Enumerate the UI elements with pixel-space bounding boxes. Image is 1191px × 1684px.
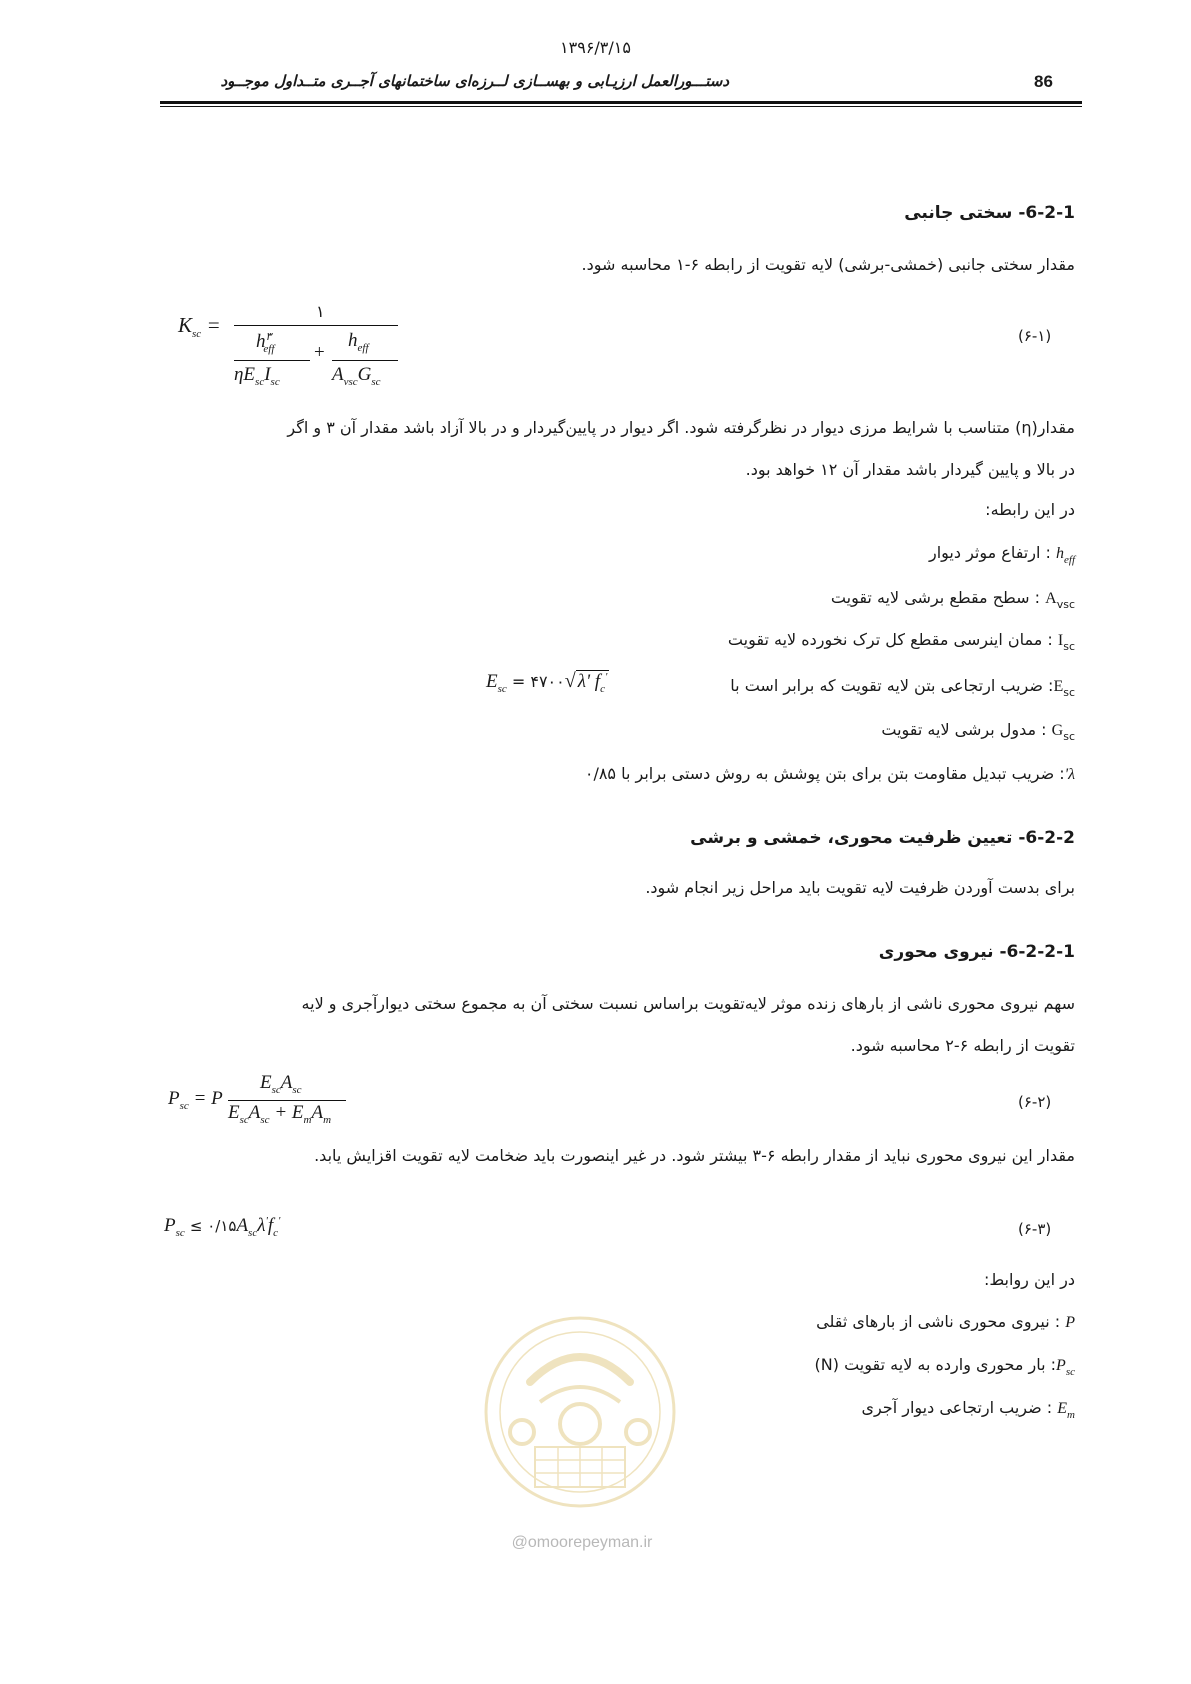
capacity-intro: برای بدست آوردن ظرفیت لایه تقویت باید مراحل زیر انجام شود.: [645, 878, 1075, 897]
eta-paragraph-line1: مقدار(η) متناسب با شرایط مرزی دیوار در نظرگرفته شود. اگر دیوار در پایین‌گیردار و در بالا آزاد باشد مقدار آن ۳ و اگر: [287, 418, 1075, 437]
header-rule-thick: [160, 101, 1082, 104]
heading-axial-force: 6-2-2-1- نیروی محوری: [878, 942, 1075, 962]
def-gsc: $G_{sc}$ : مدول برشی لایه تقویت: [881, 720, 1075, 743]
eq1-right-fraction-bar: [332, 360, 398, 361]
equation-6-2: [168, 1072, 368, 1132]
watermark-seal-logo: [480, 1312, 680, 1512]
def-avsc: $A_{vsc}$ : سطح مقطع برشی لایه تقویت: [830, 588, 1075, 611]
eq2-numerator: $E_{sc}A_{sc}$: [260, 1072, 302, 1096]
eq1-lhs: $K_{sc}$ =: [178, 313, 221, 340]
eq1-h-eff: $h_{eff}$: [348, 330, 369, 354]
header-date: ۱۳۹۶/۳/۱۵: [560, 38, 631, 57]
def-heff: $h_{eff}$ : ارتفاع موثر دیوار: [928, 543, 1075, 566]
watermark-url: @omoorepeyman.ir: [511, 1534, 653, 1551]
eq2-number: (۶-۲): [1018, 1093, 1052, 1111]
def-esc: $E_{sc}$: ضریب ارتجاعی بتن لایه تقویت که برابر است با: [730, 676, 1075, 699]
eq1-number: (۶-۱): [1018, 327, 1052, 345]
heading-lateral-stiffness: 6-2-1- سختی جانبی: [904, 203, 1075, 223]
header-title: دستـــورالعمل ارزیـابی و بهســازی لــرزه‌ای ساختمانهای آجــری متــداول موجــود: [220, 72, 729, 90]
eq1-left-fraction-bar: [234, 360, 310, 361]
axial-paragraph-line2: تقویت از رابطه ۶-۲ محاسبه شود.: [850, 1036, 1075, 1055]
after-eq2-paragraph: مقدار این نیروی محوری نباید از مقدار رابطه ۶-۳ بیشتر شود. در غیر اینصورت باید ضخامت لایه تقویت اقزایش یابد.: [314, 1146, 1075, 1165]
page-number: 86: [1034, 72, 1053, 91]
esc-formula: $E_{sc}$ = ۴۷۰۰√ λ' $f_c'$: [486, 670, 608, 695]
def-em: $E_m$ : ضریب ارتجاعی دیوار آجری: [861, 1398, 1075, 1421]
where-label-2: در این روابط:: [983, 1270, 1075, 1289]
equation-6-1: [178, 302, 418, 398]
header-rule-thin: [160, 106, 1082, 107]
eq1-h-cubed: $h^۳_{eff}$: [256, 331, 275, 355]
heading-capacity: 6-2-2- تعیین ظرفیت محوری، خمشی و برشی: [690, 828, 1075, 848]
eq2-lhs: $P_{sc} = P$: [168, 1088, 223, 1112]
equation-6-3: $P_{sc}$ ≤ $۰/۱۵A_{sc}\lambda'f_c'$: [164, 1215, 281, 1239]
eq2-denominator: $E_{sc}A_{sc} + E_mA_m$: [228, 1102, 332, 1126]
def-lambda: λ': ضریب تبدیل مقاومت بتن برای بتن پوشش به روش دستی برابر با ۰/۸۵: [584, 764, 1075, 783]
axial-paragraph-line1: سهم نیروی محوری ناشی از بارهای زنده موثر لایه‌تقویت براساس نسبت سختی آن به مجموع سختی دیوارآجری و لایه: [301, 994, 1075, 1013]
eq1-plus: +: [314, 342, 325, 363]
def-p: P : نیروی محوری ناشی از بارهای ثقلی: [816, 1312, 1075, 1331]
eq1-left-denominator: $\eta E_{sc}I_{sc}$: [234, 364, 280, 388]
eq1-right-denominator: $A_{vsc}G_{sc}$: [332, 364, 381, 388]
eq1-numerator: ۱: [316, 302, 325, 321]
def-psc: $P_{sc}$: بار محوری وارده به لایه تقویت (N): [814, 1355, 1075, 1378]
eq1-main-fraction-bar: [234, 325, 398, 326]
eta-paragraph-line2: در بالا و پایین گیردار باشد مقدار آن ۱۲ خواهد بود.: [745, 460, 1075, 479]
lateral-intro: مقدار سختی جانبی (خمشی-برشی) لایه تقویت از رابطه ۶-۱ محاسبه شود.: [581, 255, 1075, 274]
where-label-1: در این رابطه:: [985, 500, 1075, 519]
eq2-fraction-bar: [228, 1100, 346, 1101]
eq3-number: (۶-۳): [1018, 1220, 1052, 1238]
def-isc: $I_{sc}$ : ممان اینرسی مقطع کل ترک نخورده لایه تقویت: [727, 630, 1075, 653]
